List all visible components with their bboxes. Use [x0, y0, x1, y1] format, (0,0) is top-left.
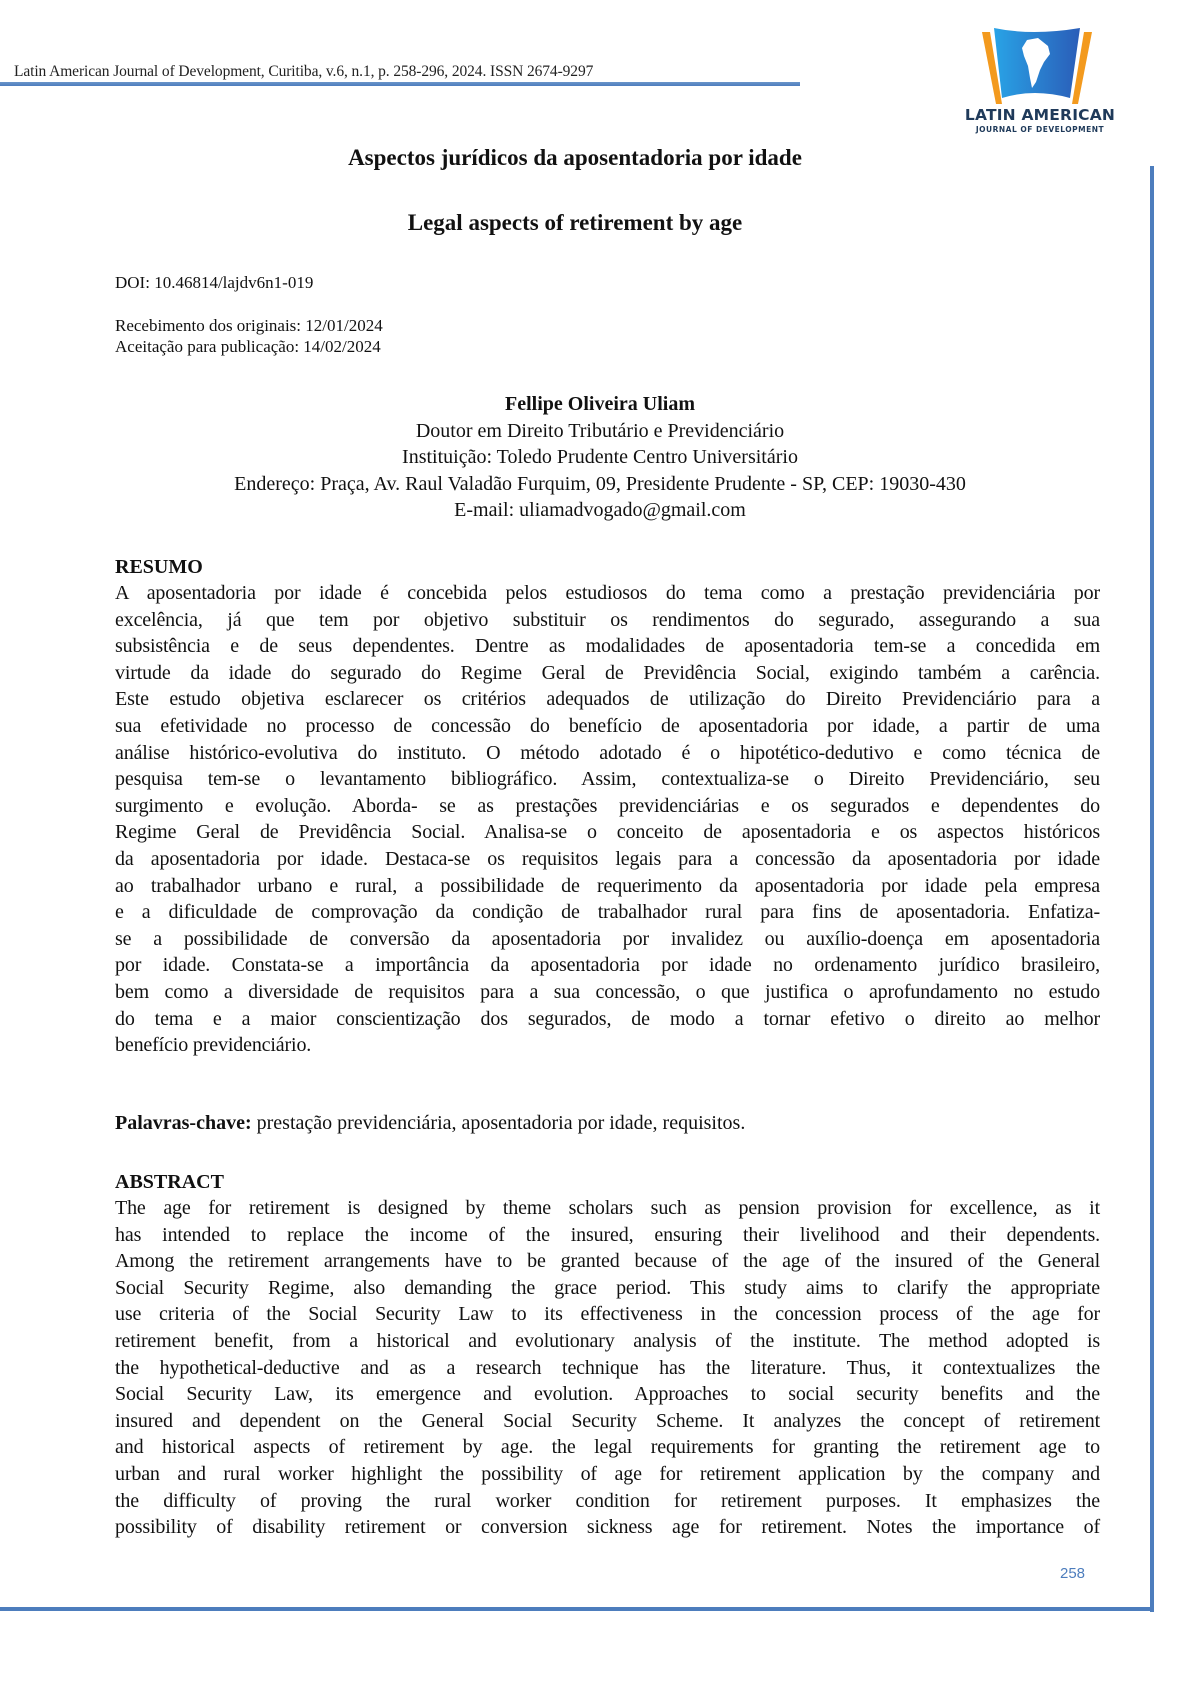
- abstract-line: urban and rural worker highlight the possibility of age for retirement application by the company and: [115, 1462, 1100, 1485]
- author-name: Fellipe Oliveira Uliam: [505, 393, 695, 415]
- resumo-line: do tema e a maior conscientização dos segurados, de modo a tornar efetivo o direito ao melhor: [115, 1007, 1100, 1030]
- abstract-line: Social Security Regime, also demanding the grace period. This study aims to clarify the appropriate: [115, 1276, 1100, 1299]
- resumo-line: subsistência e de seus dependentes. Dentre as modalidades de aposentadoria tem-se a concedida em: [115, 635, 1100, 658]
- article-title-en: Legal aspects of retirement by age: [407, 210, 743, 235]
- resumo-line: ao trabalhador urbano e rural, a possibilidade de requerimento da aposentadoria por idade pela empresa: [115, 874, 1100, 897]
- doi: DOI: 10.46814/lajdv6n1-019: [115, 273, 314, 292]
- author-block: [0, 391, 1190, 524]
- resumo-heading: RESUMO: [115, 556, 203, 578]
- abstract-line: Social Security Law, its emergence and evolution. Approaches to social security benefits and the: [115, 1383, 1100, 1406]
- resumo-line: se a possibilidade de conversão da aposentadoria por invalidez ou auxílio-doença em aposentadoria: [115, 927, 1100, 950]
- keywords-value: prestação previdenciária, aposentadoria por idade, requisitos.: [251, 1112, 746, 1134]
- author-institution: Instituição: Toledo Prudente Centro Universitário: [402, 446, 798, 468]
- resumo-body: [115, 580, 1100, 1059]
- abstract-line: Among the retirement arrangements have to be granted because of the age of the insured of the General: [115, 1250, 1100, 1273]
- abstract-line: the hypothetical-deductive and as a research technique has the literature. Thus, it contextualizes the: [115, 1356, 1100, 1379]
- journal-reference: Latin American Journal of Development, Curitiba, v.6, n.1, p. 258-296, 2024. ISSN 2674-9297: [14, 63, 594, 80]
- resumo-line: Este estudo objetiva esclarecer os critérios adequados de utilização do Direito Previdenciário para a: [115, 688, 1100, 711]
- resumo-line: bem como a diversidade de requisitos para a sua concessão, o que justifica o aprofundamento no estudo: [115, 980, 1100, 1003]
- page-number: 258: [1060, 1565, 1086, 1582]
- logo-title: LATIN AMERICAN: [964, 106, 1116, 124]
- accepted-date: Aceitação para publicação: 14/02/2024: [115, 337, 381, 356]
- abstract-line: use criteria of the Social Security Law to its effectiveness in the concession process of the age for: [115, 1303, 1100, 1326]
- abstract-line: the difficulty of proving the rural worker condition for retirement purposes. It emphasizes the: [115, 1489, 1100, 1512]
- page-border-right: [1150, 166, 1154, 1612]
- resumo-line: Regime Geral de Previdência Social. Analisa-se o conceito de aposentadoria e os aspectos históricos: [115, 821, 1100, 844]
- keywords-label: Palavras-chave:: [115, 1112, 252, 1134]
- abstract-line: possibility of disability retirement or conversion sickness age for retirement. Notes the importance of: [115, 1516, 1100, 1539]
- header-rule: [0, 82, 800, 86]
- abstract-line: retirement benefit, from a historical and evolutionary analysis of the institute. The method adopted is: [115, 1329, 1100, 1352]
- resumo-line: sua efetividade no processo de concessão do benefício de aposentadoria por idade, a partir de uma: [115, 714, 1100, 737]
- author-email: E-mail: uliamadvogado@gmail.com: [454, 499, 746, 521]
- resumo-line: pesquisa tem-se o levantamento bibliográfico. Assim, contextualiza-se o Direito Previdenciário, seu: [115, 768, 1100, 791]
- abstract-line: and historical aspects of retirement by age. the legal requirements for granting the retirement age to: [115, 1436, 1100, 1459]
- abstract-line: insured and dependent on the General Social Security Scheme. It analyzes the concept of retirement: [115, 1409, 1100, 1432]
- page-border-bottom: [0, 1607, 1154, 1611]
- article-title-pt: Aspectos jurídicos da aposentadoria por idade: [348, 145, 802, 170]
- resumo-line: por idade. Constata-se a importância da aposentadoria por idade no ordenamento jurídico brasileiro,: [115, 954, 1100, 977]
- author-address: Endereço: Praça, Av. Raul Valadão Furquim, 09, Presidente Prudente - SP, CEP: 19030-430: [234, 472, 966, 495]
- keywords: [115, 1112, 745, 1135]
- resumo-line: excelência, já que tem por objetivo substituir os rendimentos do segurado, assegurando a sua: [115, 608, 1100, 631]
- abstract-body: [115, 1195, 1100, 1541]
- journal-logo: [950, 26, 1130, 136]
- received-date: Recebimento dos originais: 12/01/2024: [115, 316, 383, 335]
- resumo-line: análise histórico-evolutiva do instituto. O método adotado é o hipotético-dedutivo e como técnica de: [115, 741, 1100, 764]
- abstract-line: The age for retirement is designed by theme scholars such as pension provision for excellence, as it: [115, 1197, 1100, 1219]
- resumo-line: A aposentadoria por idade é concebida pelos estudiosos do tema como a prestação previdenciária por: [115, 582, 1100, 604]
- resumo-line: surgimento e evolução. Aborda- se as prestações previdenciárias e os segurados e dependentes do: [115, 794, 1100, 817]
- abstract-line: has intended to replace the income of the insured, ensuring their livelihood and their dependents.: [115, 1223, 1100, 1246]
- resumo-line: virtude da idade do segurado do Regime Geral de Previdência Social, exigindo também a carência.: [115, 661, 1100, 684]
- resumo-line: e a dificuldade de comprovação da condição de trabalhador rural para fins de aposentadoria. Enfatiza-: [115, 901, 1100, 924]
- author-degree: Doutor em Direito Tributário e Previdenciário: [415, 419, 785, 442]
- south-america-book-icon: [972, 26, 1102, 108]
- resumo-line: benefício previdenciário.: [115, 1034, 312, 1057]
- abstract-heading: ABSTRACT: [115, 1171, 224, 1193]
- resumo-line: da aposentadoria por idade. Destaca-se os requisitos legais para a concessão da aposentadoria por idade: [115, 847, 1100, 870]
- logo-subtitle: JOURNAL OF DEVELOPMENT: [975, 125, 1105, 134]
